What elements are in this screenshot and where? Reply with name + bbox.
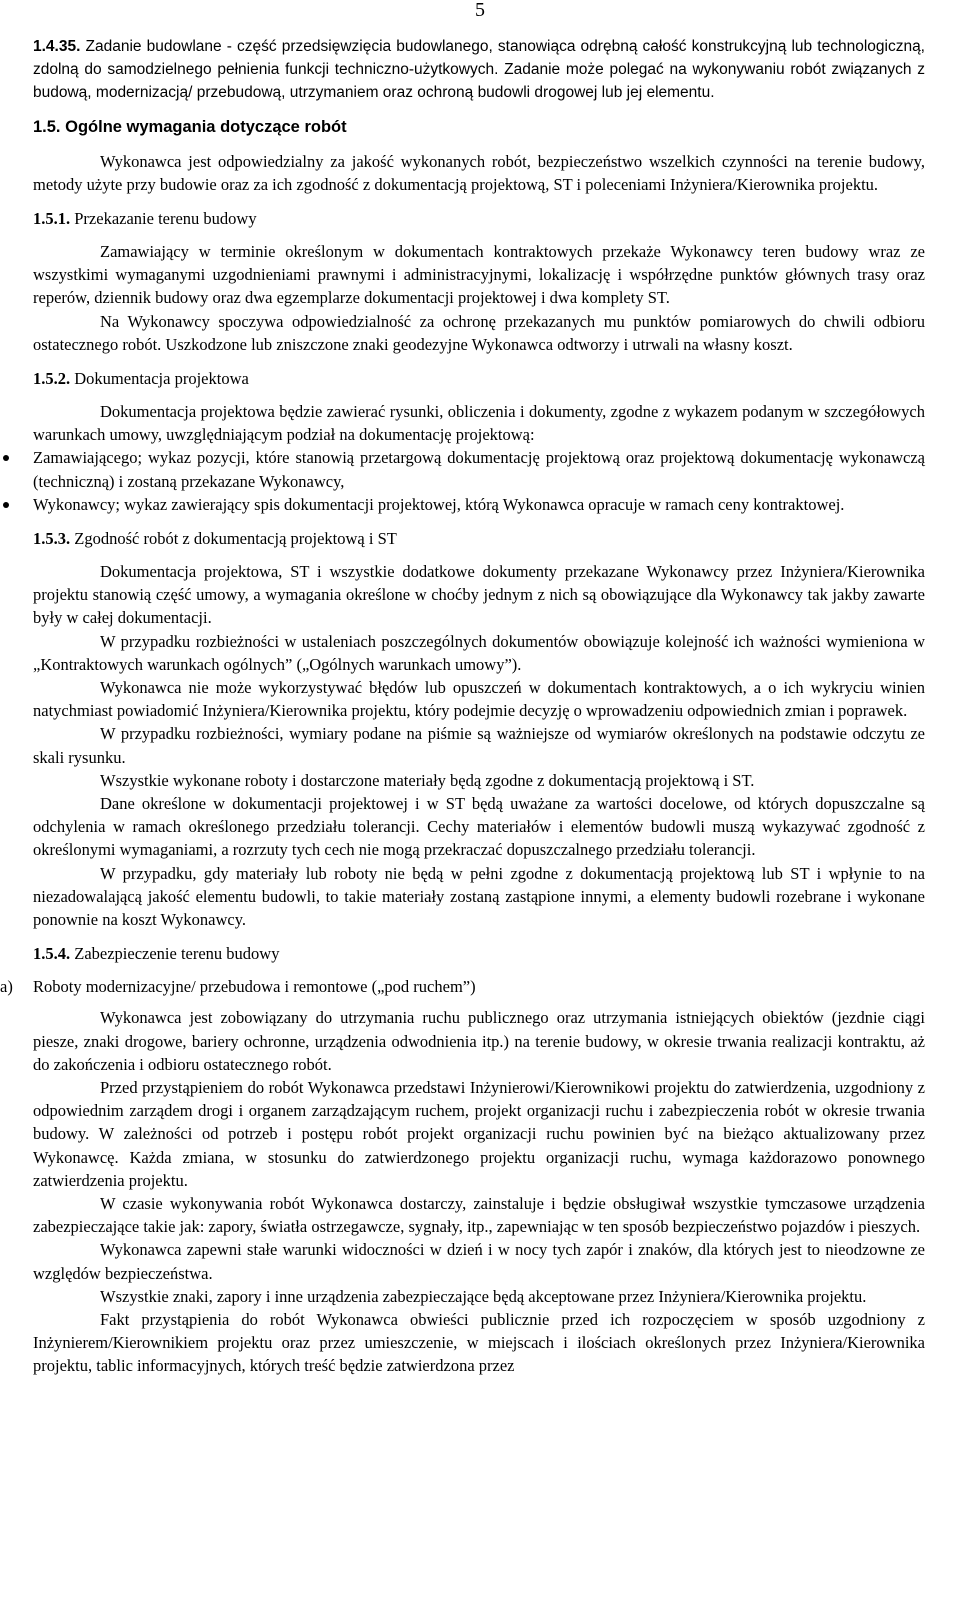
paragraph: W przypadku rozbieżności w ustaleniach poszczególnych dokumentów obowiązuje kolejność ich ważności wymieniona w „Kontraktowych warunkach ogólnych” („Ogólnych warunkach umowy”). [33,631,925,674]
section-number: 1.5.4. [33,944,71,964]
paragraph: Fakt przystąpienia do robót Wykonawca obwieści publicznie przed ich rozpoczęciem w sposób uzgodniony z Inżynierem/Kierownikiem projektu oraz przez umieszczenie, w miejscach i ilościach określonych przez Inżyniera/Kierownika projektu, tablic informacyjnych, których treść będzie zatwierdzona przez [33,1309,925,1376]
section-title: Ogólne wymagania dotyczące robót [60,117,347,136]
section-heading-1-5-3 [33,527,925,550]
list-item [33,493,925,516]
section-number: 1.5. [33,117,61,136]
paragraph: Dane określone w dokumentacji projektowej i w ST będą uważane za wartości docelowe, od których dopuszczalne są odchylenia w ramach określonego przedziału tolerancji. Cechy materiałów i elementów budowli muszą wykazywać zgodność z określonymi wymaganiami, a rozrzuty tych cech nie mogą przekraczać dopuszczalnego przedziału tolerancji. [33,794,925,860]
paragraph: Wykonawca jest odpowiedzialny za jakość wykonanych robót, bezpieczeństwo wszelkich czynności na terenie budowy, metody użyte przy budowie oraz za ich zgodność z dokumentacją projektową, ST i poleceniami Inżyniera/Kierownika projektu. [33,151,925,194]
section-number: 1.5.1. [33,209,71,229]
paragraph: W przypadku, gdy materiały lub roboty nie będą w pełni zgodne z dokumentacją projektową lub ST i wpłynie to na niezadowalającą jakość elementu budowli, to takie materiały zostaną zastąpione innymi, a elementy budowli rozebrane i wykonane ponownie na koszt Wykonawcy. [33,863,925,930]
paragraph: W czasie wykonywania robót Wykonawca dostarczy, zainstaluje i będzie obsługiwał wszystkie tymczasowe urządzenia zabezpieczające takie jak: zapory, światła ostrzegawcze, sygnały, itp., zapewniając w ten sposób bezpieczeństwo pojazdów i pieszych. [33,1193,925,1237]
spacer [33,998,925,1006]
section-heading-1-5-4 [33,942,925,965]
section-number: 1.5.2. [33,369,71,389]
paragraph: Wykonawca jest zobowiązany do utrzymania ruchu publicznego oraz utrzymania istniejących obiektów (jezdnie ciągi piesze, znaki drogowe, bariery ochronne, urządzenia odwodnienia itp.) na terenie budowy, w okresie trwania realizacji kontraktu, aż do zakończenia i odbioru ostatecznego robót. [33,1008,925,1074]
paragraph: W przypadku rozbieżności, wymiary podane na piśmie są ważniejsze od wymiarów określonych na podstawie odczytu ze skali rysunku. [33,724,925,767]
section-heading-1-5 [33,116,925,139]
section-title: Przekazanie terenu budowy [70,209,257,229]
bullet-list [33,446,925,516]
bullet-icon [3,502,9,508]
definition-text: Zadanie budowlane - część przedsięwzięcia budowlanego, stanowiąca odrębną całość konstrukcyjną lub technologiczną, zdolną do samodzielnego pełnienia funkcji techniczno-użytkowych. Zadanie może polegać na wykonywaniu robót związanych z budową, modernizacją/ przebudową, utrzymaniem oraz ochroną budowli drogowej lub jej elementu. [33,38,925,102]
section-heading-1-5-1 [33,207,925,230]
document-body [0,35,925,1378]
bullet-icon [3,455,9,461]
section-heading-1-5-2 [33,367,925,390]
list-item-text: Roboty modernizacyjne/ przebudowa i remontowe („pod ruchem”) [33,977,476,997]
paragraph: Wszystkie wykonane roboty i dostarczone materiały będą zgodne z dokumentacją projektową i ST. [100,770,755,790]
section-title: Zabezpieczenie terenu budowy [70,944,280,964]
paragraph: Przed przystąpieniem do robót Wykonawca przedstawi Inżynierowi/Kierownikowi projektu do zatwierdzenia, uzgodniony z odpowiednim zarządem drogi i organem zarządzającym ruchem, projekt organizacji ruchu i zabezpieczenia robót w okresie trwania budowy. W zależności od potrzeb i postępu robót projekt organizacji ruchu powinien być na bieżąco aktualizowany przez Wykonawcę. Każda zmiana, w stosunku do zatwierdzonego projektu organizacji ruchu, wymaga każdorazowo ponownego zatwierdzenia projektu. [33,1077,925,1190]
paragraph: Dokumentacja projektowa będzie zawierać rysunki, obliczenia i dokumenty, zgodne z wykazem podanym w szczegółowych warunkach umowy, uwzględniającym podział na dokumentację projektową: [33,402,925,445]
paragraph: Wszystkie znaki, zapory i inne urządzenia zabezpieczające będą akceptowane przez Inżyniera/Kierownika projektu. [100,1286,867,1306]
definition-1-4-35 [33,35,925,105]
list-marker: a) [0,977,13,997]
paragraph: Wykonawca nie może wykorzystywać błędów lub opuszczeń w dokumentach kontraktowych, a o ich wykryciu winien natychmiast powiadomić Inżyniera/Kierownika projektu, który podejmie decyzję o wprowadzeniu odpowiednich zmian i poprawek. [33,678,925,721]
paragraph: Na Wykonawcy spoczywa odpowiedzialność za ochronę przekazanych mu punktów pomiarowych do chwili odbioru ostatecznego robót. Uszkodzone lub zniszczone znaki geodezyjne Wykonawca odtworzy i utrwali na własny koszt. [33,311,925,354]
paragraph: Dokumentacja projektowa, ST i wszystkie dodatkowe dokumenty przekazane Wykonawcy przez Inżyniera/Kierownika projektu stanowią część umowy, a wymagania określone w choćby jednym z nich są obowiązujące dla Wykonawcy tak jakby zawarte były w całej dokumentacji. [33,562,925,628]
section-title: Dokumentacja projektowa [70,369,249,389]
list-item-text: Zamawiającego; wykaz pozycji, które stanowią przetargową dokumentację projektową oraz projektową dokumentację wykonawczą (techniczną) i zostaną przekazane Wykonawcy, [33,448,925,491]
definition-number: 1.4.35. [33,38,81,55]
section-title: Zgodność robót z dokumentacją projektową i ST [70,529,397,549]
section-number: 1.5.3. [33,529,71,549]
paragraph: Wykonawca zapewni stałe warunki widoczności w dzień i w nocy tych zapór i znaków, dla których jest to nieodzowne ze względów bezpieczeństwa. [33,1240,925,1283]
list-item-a [0,975,925,998]
paragraph: Zamawiający w terminie określonym w dokumentach kontraktowych przekaże Wykonawcy teren budowy wraz ze wszystkimi wymaganymi uzgodnieniami prawnymi i administracyjnymi, lokalizację i współrzędne punktów głównych trasy oraz reperów, dziennik budowy oraz dwa egzemplarze dokumentacji projektowej i dwa komplety ST. [33,242,925,308]
list-item-text: Wykonawcy; wykaz zawierający spis dokumentacji projektowej, którą Wykonawca opracuje w ramach ceny kontraktowej. [33,494,845,514]
list-item [33,446,925,492]
page-number: 5 [475,0,485,21]
